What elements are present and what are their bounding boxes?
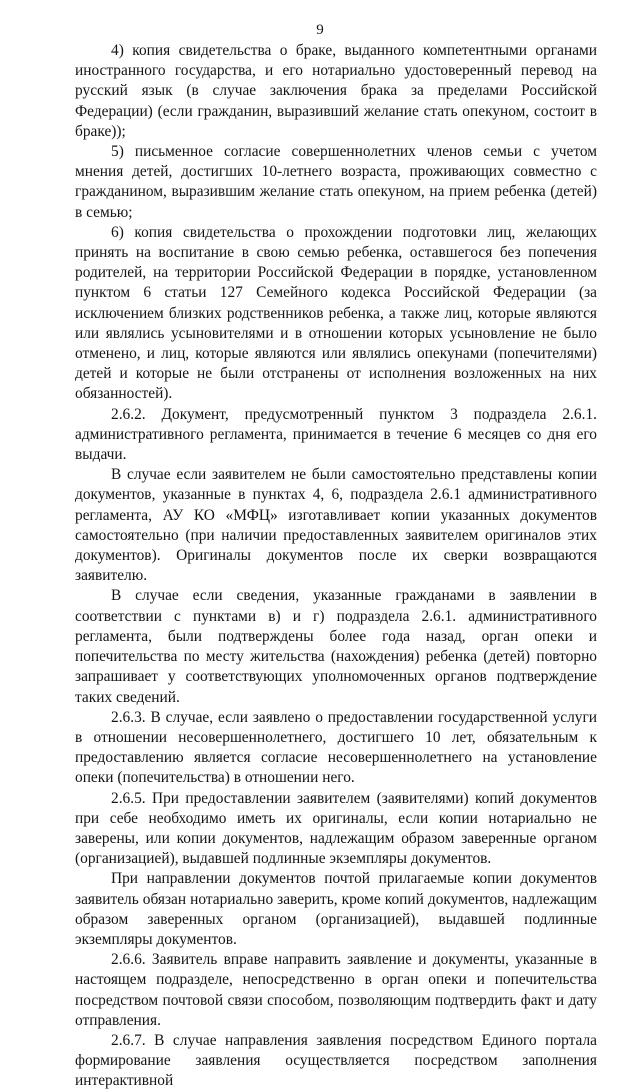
paragraph-information-confirmation: В случае если сведения, указанные гражданами в заявлении в соответствии с пунктами в) и г) подраздела 2.6.1. административного регламента, были подтверждены более года назад, орган опеки и попечительства по месту жительства (нахождения) ребенка (детей) повторно запрашивает у соответствующих уполномоченных органов подтверждение таких сведений. xyxy=(75,587,597,706)
paragraph-document-copies: В случае если заявителем не были самостоятельно представлены копии документов, указанные в пунктах 4, 6, подраздела 2.6.1 административного регламента, АУ КО «МФЦ» изготавливает копии указанных документов самостоятельно (при наличии предоставленных заявителем оригиналов этих документов). Оригиналы документов после их сверки возвращаются заявителю. xyxy=(75,466,597,585)
paragraph-item-5-family-consent: 5) письменное согласие совершеннолетних членов семьи с учетом мнения детей, достигших 10-летнего возраста, проживающих совместно с гражданином, выразившим желание стать опекуном, на прием ребенка (детей) в семью; xyxy=(75,143,597,221)
page-number: 9 xyxy=(316,22,324,38)
document-body xyxy=(75,41,597,1092)
paragraph-2-6-7: 2.6.7. В случае направления заявления посредством Единого портала формирование заявления осуществляется посредством заполнения интерактивной xyxy=(75,1031,597,1090)
paragraph-2-6-3: 2.6.3. В случае, если заявлено о предоставлении государственной услуги в отношении несовершеннолетнего, достигшего 10 лет, обязательным к предоставлению является согласие несовершеннолетнего на установление опеки (попечительства) в отношении него. xyxy=(75,708,597,787)
paragraph-item-6-training-certificate: 6) копия свидетельства о прохождении подготовки лиц, желающих принять на воспитание в свою семью ребенка, оставшегося без попечения родителей, на территории Российской Федерации в порядке, установленном пунктом 6 статьи 127 Семейного кодекса Российской Федерации (за исключением близких родственников ребенка, а также лиц, которые являются или являлись усыновителями и в отношении которых усыновление не было отменено, и лиц, которые являются или являлись опекунами (попечителями) детей и которые не были отстранены от исполнения возложенных на них обязанностей). xyxy=(75,223,597,403)
paragraph-2-6-2: 2.6.2. Документ, предусмотренный пунктом 3 подраздела 2.6.1. административного регламента, принимается в течение 6 месяцев со дня его выдачи. xyxy=(75,405,597,464)
paragraph-2-6-6: 2.6.6. Заявитель вправе направить заявление и документы, указанные в настоящем подразделе, непосредственно в орган опеки и попечительства посредством почтовой связи способом, позволяющим подтвердить факт и дату отправления. xyxy=(75,951,597,1029)
paragraph-mail-submission: При направлении документов почтой прилагаемые копии документов заявитель обязан нотариально заверить, кроме копий документов, надлежащим образом заверенных органом (организацией), выдавшей подлинные экземпляры документов. xyxy=(75,870,597,948)
paragraph-item-4-marriage-certificate: 4) копия свидетельства о браке, выданного компетентными органами иностранного государства, и его нотариально удостоверенный перевод на русский язык (в случае заключения брака за пределами Российской Федерации) (если гражданин, выразивший желание стать опекуном, состоит в браке)); xyxy=(75,42,597,140)
paragraph-2-6-5: 2.6.5. При предоставлении заявителем (заявителями) копий документов при себе необходимо иметь их оригиналы, если копии нотариально не заверены, или копии документов, надлежащим образом заверенные органом (организацией), выдавшей подлинные экземпляры документов. xyxy=(75,789,597,868)
